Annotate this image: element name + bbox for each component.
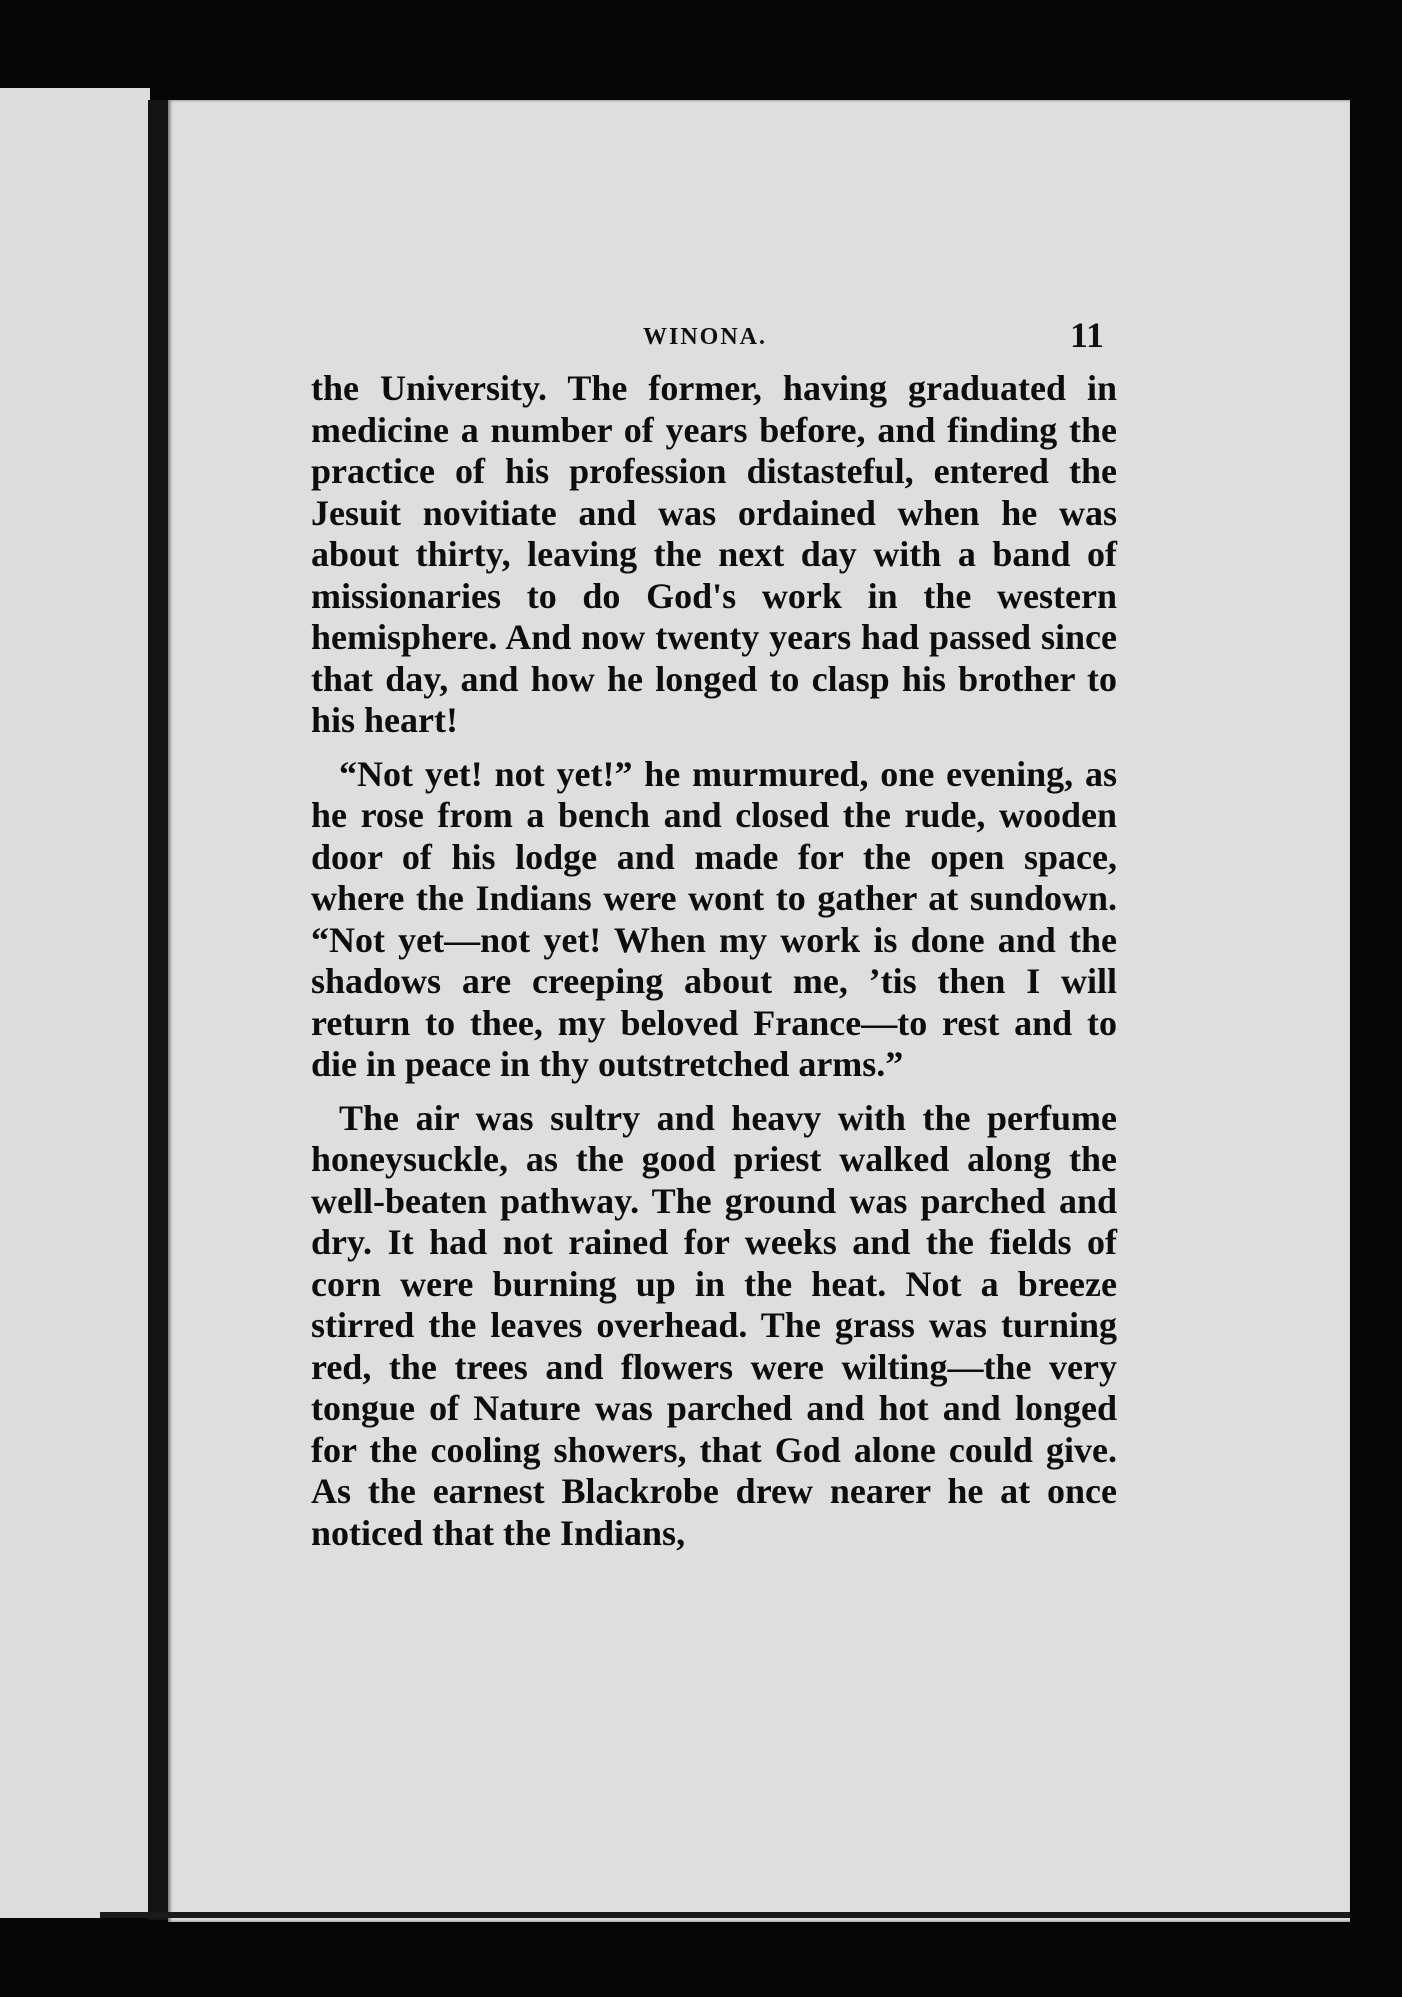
body-text bbox=[311, 368, 1117, 1566]
book-spine bbox=[148, 100, 170, 1920]
left-page-edge bbox=[0, 88, 150, 1918]
paragraph: The air was sultry and heavy with the perfume honeysuckle, as the good priest walked along the well-beaten pathway. The ground was parched and dry. It had not rained for weeks and the fields of corn were burning up in the heat. Not a breeze stirred the leaves overhead. The grass was turning red, the trees and flowers were wilting—the very tongue of Nature was parched and hot and longed for the cooling showers, that God alone could give. As the earnest Blackrobe drew nearer he at once noticed that the Indians, bbox=[311, 1097, 1117, 1553]
running-head: WINONA. bbox=[643, 324, 768, 350]
page-number: 11 bbox=[1070, 315, 1105, 355]
page-bottom-edge bbox=[100, 1912, 1350, 1918]
paragraph: the University. The former, having graduated in medicine a number of years before, and finding the practice of his profession distasteful, entered the Jesuit novitiate and was ordained when he was about thirty, leaving the next day with a band of missionaries to do God's work in the western hemisphere. And now twenty years had passed since that day, and how he longed to clasp his brother to his heart! bbox=[311, 368, 1117, 740]
paragraph: “Not yet! not yet!” he murmured, one evening, as he rose from a bench and closed the rude, wooden door of his lodge and made for the open space, where the Indians were wont to gather at sundown. “Not yet—not yet! When my work is done and the shadows are creeping about me, ’tis then I will return to thee, my beloved France—to rest and to die in peace in thy outstretched arms.” bbox=[311, 753, 1117, 1084]
page-header bbox=[168, 310, 1350, 370]
book-page bbox=[168, 100, 1350, 1922]
